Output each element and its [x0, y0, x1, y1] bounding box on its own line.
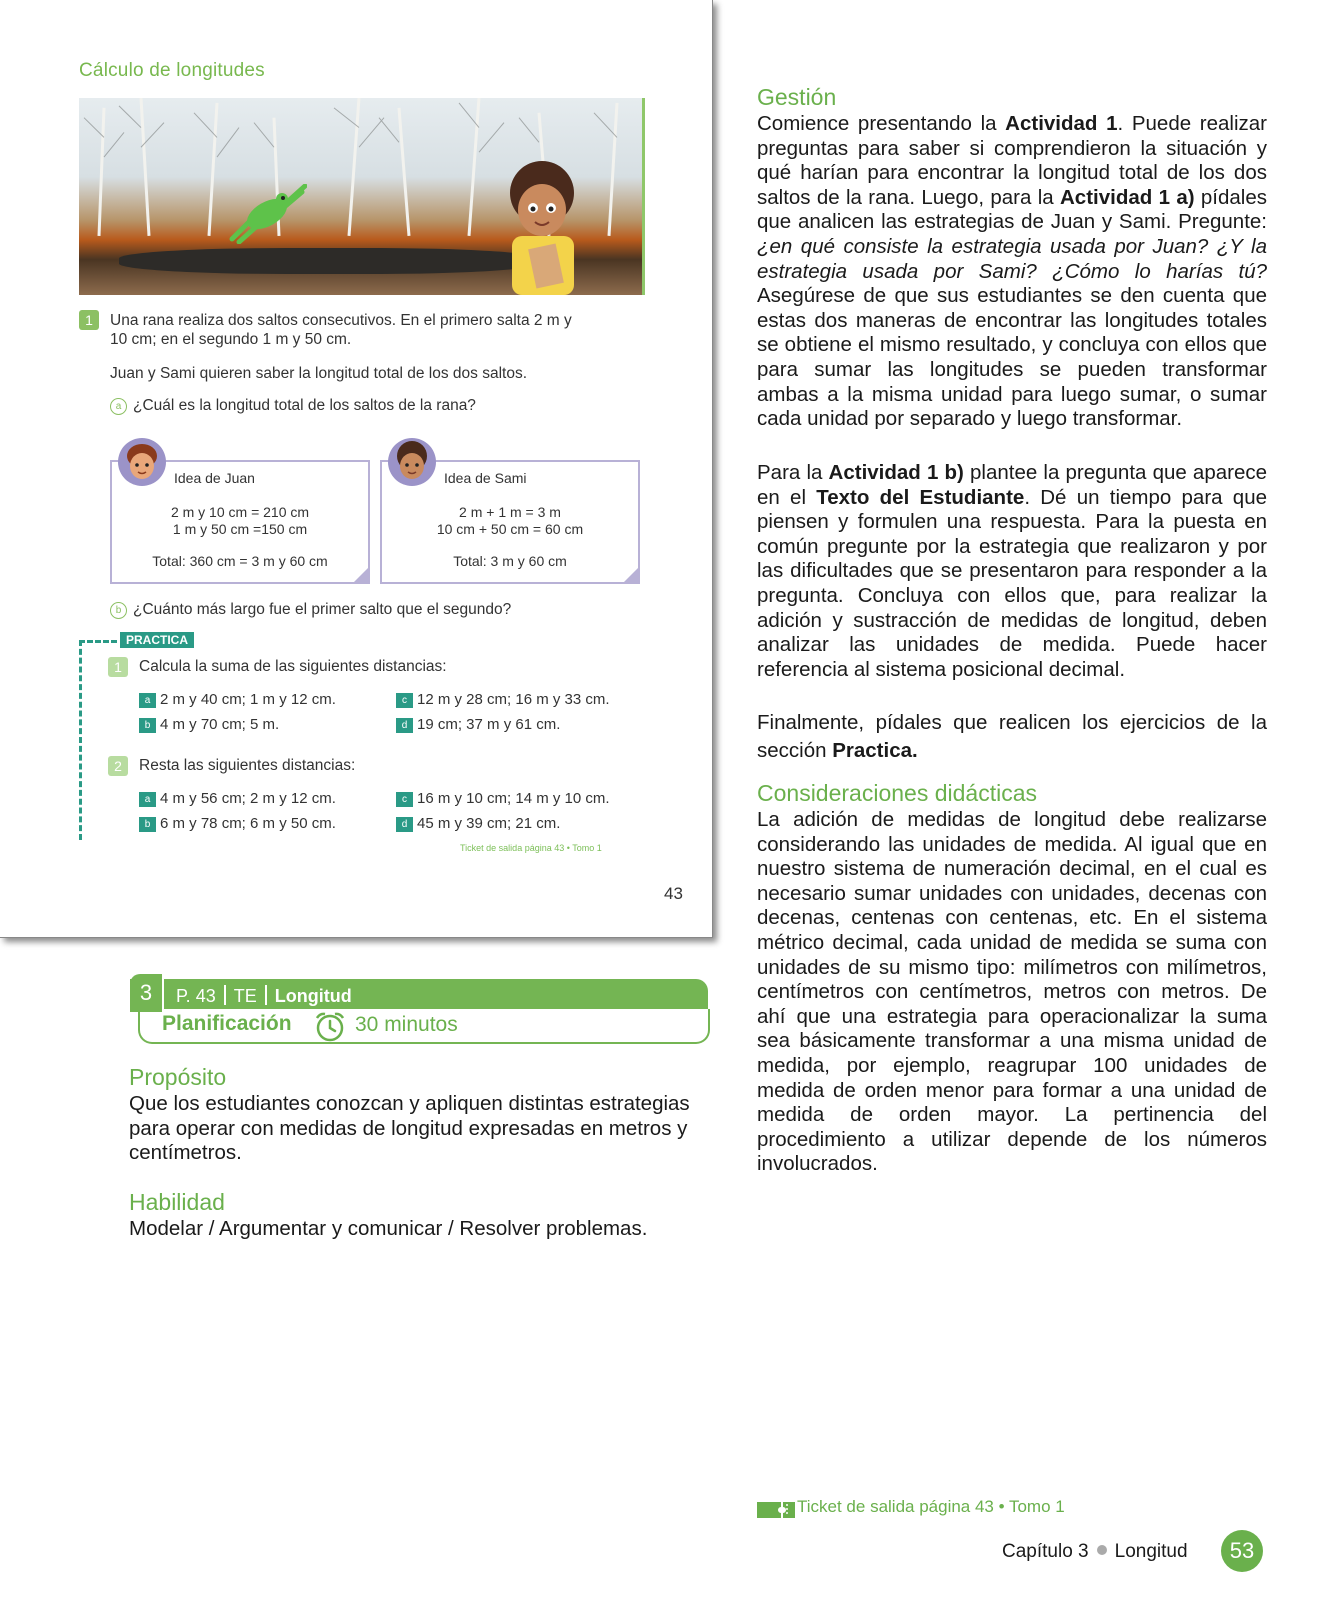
question-b [110, 600, 511, 620]
planning-duration: 30 minutos [355, 1013, 458, 1036]
planning-title: Planificación [162, 1012, 292, 1035]
practica-dashed-line [79, 640, 82, 840]
sami-avatar [388, 438, 436, 486]
question-b-text: ¿Cuánto más largo fue el primer salto que el segundo? [133, 601, 512, 618]
practica-1-badge: 1 [108, 657, 128, 677]
practica-1-item-b: b 4 m y 70 cm; 5 m. [139, 716, 279, 733]
ticket-salida-small: Ticket de salida página 43 • Tomo 1 [460, 843, 602, 853]
idea-juan-line2: 1 m y 50 cm =150 cm [172, 521, 308, 537]
student-page-number: 43 [664, 884, 683, 903]
idea-sami-title: Idea de Sami [444, 470, 527, 486]
activity-1-text-line1: Una rana realiza dos saltos consecutivos. En el primero salta 2 m y [110, 312, 572, 329]
planning-topic: Longitud [274, 986, 352, 1006]
frog-landscape-illustration [79, 98, 645, 295]
separator-dot [1097, 1545, 1107, 1555]
habilidad-heading: Habilidad [129, 1189, 225, 1215]
idea-juan-total: Total: 360 cm = 3 m y 60 cm [152, 553, 328, 569]
activity-1-text-line3: Juan y Sami quieren saber la longitud total de los dos saltos. [110, 365, 528, 382]
student-page-thumbnail [0, 0, 713, 938]
practica-dashed-line-top [79, 640, 117, 643]
gestion-paragraph-2: Para la Actividad 1 b) plantee la pregunta que aparece en el Texto del Estudiante. Dé un tiempo para que piensen y formulen una respuesta. Para la puesta en común pregunte por la estrategia que realizaron y por las dificultades que se presentaron para responder a la pregunta. Concluya con ellos que, para realizar la adición y sustracción de medidas de longitud, deben analizar las unidades de medida. Puede hacer referencia al sistema posicional decimal. [757, 461, 1267, 681]
sami-character-image [492, 158, 602, 295]
gestion-heading: Gestión [757, 84, 837, 110]
practica-2-item-b: b 6 m y 78 cm; 6 m y 50 cm. [139, 815, 336, 832]
practica-2-item-c: c 16 m y 10 cm; 14 m y 10 cm. [396, 790, 610, 807]
consideraciones-heading: Consideraciones didácticas [757, 780, 1037, 806]
pond [119, 248, 539, 274]
student-page-title: Cálculo de longitudes [79, 60, 265, 81]
practica-tag: PRACTICA [120, 632, 194, 648]
clock-icon [313, 1011, 347, 1043]
proposito-text: Que los estudiantes conozcan y apliquen distintas estrategias para operar con medidas de longitud expresadas en metros y centímetros. [129, 1092, 690, 1165]
practica-1-title: Calcula la suma de las siguientes distancias: [139, 658, 447, 675]
planning-page-ref: P. 43 [176, 986, 216, 1006]
practica-2-item-a: a 4 m y 56 cm; 2 m y 12 cm. [139, 790, 336, 807]
idea-juan-title: Idea de Juan [174, 470, 255, 486]
ticket-icon [757, 1500, 795, 1520]
question-a-letter: a [110, 398, 127, 415]
practica-2-title: Resta las siguientes distancias: [139, 757, 356, 774]
practica-1-item-d: d 19 cm; 37 m y 61 cm. [396, 716, 560, 733]
page-fold-decoration [622, 566, 640, 584]
separator [265, 985, 267, 1005]
chapter-topic: Longitud [1114, 1541, 1188, 1562]
practica-1-item-a: a 2 m y 40 cm; 1 m y 12 cm. [139, 691, 336, 708]
planning-te: TE [233, 986, 257, 1006]
activity-1-badge: 1 [79, 310, 99, 330]
ticket-salida: Ticket de salida página 43 • Tomo 1 [797, 1497, 1065, 1516]
page-number: 53 [1221, 1530, 1263, 1572]
chapter-label: Capítulo 3 [1002, 1541, 1089, 1562]
jumping-frog-image [227, 184, 307, 244]
question-a-text: ¿Cuál es la longitud total de los saltos de la rana? [133, 397, 476, 414]
consideraciones-text: La adición de medidas de longitud debe realizarse considerando las unidades de medida. Al igual que en nuestro sistema de numeración decimal, en el cual es necesario sumar unidades con unidades, decenas con decenas, centenas con centenas, etc. En el sistema métrico decimal, cada unidad de medida se suma con unidades de su mismo tipo: milímetros con milímetros, centímetros con centímetros, metros con metros. De ahí que una estrategia para operacionalizar la suma sea básicamente transformar a una misma unidad de medida, por ejemplo, reagrupar 100 unidades de medida de orden menor para formar a una unidad de medida de orden mayor. La pertinencia del procedimiento a utilizar depende de los números involucrados. [757, 808, 1267, 1176]
question-a [110, 396, 476, 416]
practica-2-item-d: d 45 m y 39 cm; 21 cm. [396, 815, 560, 832]
practica-2-badge: 2 [108, 756, 128, 776]
idea-juan-line1: 2 m y 10 cm = 210 cm [170, 504, 310, 520]
idea-sami-line2: 10 cm + 50 cm = 60 cm [436, 521, 584, 537]
page-fold-decoration [352, 566, 370, 584]
planning-reference [176, 985, 352, 1007]
idea-sami-total: Total: 3 m y 60 cm [453, 553, 567, 569]
gestion-paragraph-3: Finalmente, pídales que realicen los ejercicios de la sección Practica. [757, 711, 1267, 762]
practica-1-item-c: c 12 m y 28 cm; 16 m y 33 cm. [396, 691, 610, 708]
footer-chapter [1002, 1541, 1188, 1563]
separator [224, 985, 226, 1005]
idea-sami-line1: 2 m + 1 m = 3 m [459, 504, 561, 520]
proposito-heading: Propósito [129, 1064, 227, 1090]
gestion-paragraph-1: Comience presentando la Actividad 1. Puede realizar preguntas para saber si comprendieron la situación y qué harían para encontrar la longitud total de los dos saltos de la rana. Luego, para la Actividad 1 a) pídales que analicen las estrategias de Juan y Sami. Pregunte: ¿en qué consiste la estrategia usada por Juan? ¿Y la estrategia usada por Sami? ¿Cómo lo harías tú? Asegúrese de que sus estudiantes se den cuenta que estas dos maneras de encontrar las longitudes totales se obtiene el mismo resultado, y concluya con ellos que para sumar las longitudes se pueden transformar ambas a la misma unidad para luego sumar, o sumar cada unidad por separado y luego transformar. [757, 112, 1267, 431]
activity-1-text-line2: 10 cm; en el segundo 1 m y 50 cm. [110, 331, 352, 348]
habilidad-text: Modelar / Argumentar y comunicar / Resolver problemas. [129, 1217, 648, 1240]
question-b-letter: b [110, 602, 127, 619]
juan-avatar [118, 438, 166, 486]
planning-number: 3 [130, 974, 164, 1012]
